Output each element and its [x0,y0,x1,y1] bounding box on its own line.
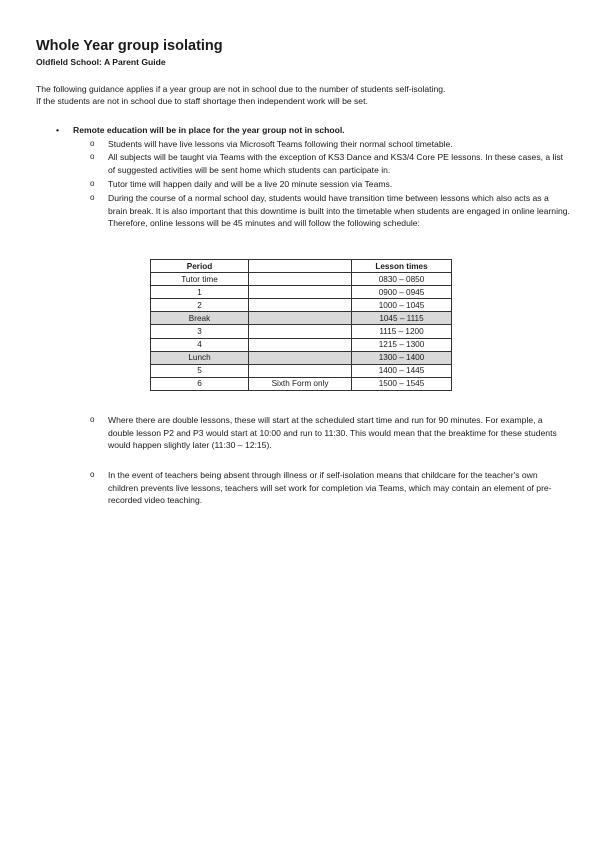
time-cell: 1500 – 1545 [352,377,452,390]
table-row [151,325,452,338]
table-row-break [151,312,452,325]
period-cell: 2 [151,299,249,312]
time-cell: 1400 – 1445 [352,364,452,377]
time-cell: 1045 – 1115 [352,312,452,325]
note-cell [249,312,352,325]
table-row-lunch [151,351,452,364]
table-row [151,377,452,390]
note-cell [249,338,352,351]
period-cell: Break [151,312,249,325]
intro-line-1: The following guidance applies if a year group are not in school due to the number of students self-isolating. [36,84,446,94]
period-cell: 3 [151,325,249,338]
period-cell: Lunch [151,351,249,364]
time-cell: 1000 – 1045 [352,299,452,312]
time-cell: 1300 – 1400 [352,351,452,364]
table-row [151,273,452,286]
note-cell [249,364,352,377]
main-bullet-text: Remote education will be in place for the year group not in school. [73,125,345,135]
document-title: Whole Year group isolating [36,38,223,54]
header-lesson-times: Lesson times [352,260,452,273]
header-period: Period [151,260,249,273]
table-header-row [151,260,452,273]
intro-line-2: If the students are not in school due to staff shortage then independent work will be set. [36,96,368,106]
note-cell [249,286,352,299]
sub-item-text: Where there are double lessons, these will start at the scheduled start time and run for 90 minutes. For example, a double lesson P2 and P3 would start at 10:00 and run to 11:30. This would mean that the breaktime for these students would happen slightly later (11:30 – 12:15). [108,415,557,451]
sub-item-text: All subjects will be taught via Teams with the exception of KS3 Dance and KS3/4 Core PE lessons. In these cases, a list of suggested activities will be sent home which students can participate in. [108,152,564,175]
time-cell: 0900 – 0945 [352,286,452,299]
sub-item-marker: o [90,179,95,188]
note-cell [249,299,352,312]
period-cell: 1 [151,286,249,299]
sub-item-text: In the event of teachers being absent through illness or if self-isolation means that childcare for the teacher's own children prevents live lessons, teachers will set work for completion via Teams, which may contain an element of pre-recorded video teaching. [108,470,552,506]
sub-item-marker: o [90,152,95,161]
period-cell: 5 [151,364,249,377]
sub-item-text: Students will have live lessons via Microsoft Teams following their normal school timetable. [108,139,453,149]
time-cell: 1215 – 1300 [352,338,452,351]
intro-paragraph [36,83,576,107]
period-cell: Tutor time [151,273,249,286]
sub-item-marker: o [90,193,95,202]
period-cell: 4 [151,338,249,351]
sub-item-marker: o [90,470,95,479]
table-row [151,299,452,312]
document-subtitle: Oldfield School: A Parent Guide [36,57,166,67]
table-row [151,286,452,299]
note-cell: Sixth Form only [249,377,352,390]
table-row [151,364,452,377]
sub-item-marker: o [90,139,95,148]
table-row [151,338,452,351]
sub-item-marker: o [90,415,95,424]
note-cell [249,325,352,338]
time-cell: 1115 – 1200 [352,325,452,338]
lesson-schedule-table [150,259,452,391]
period-cell: 6 [151,377,249,390]
bullet-marker: • [56,125,60,135]
header-note [249,260,352,273]
sub-item-text: During the course of a normal school day, students would have transition time between lessons which also acts as a brain break. It is also important that this downtime is built into the timetable when students are engaged in online learning. Therefore, online lessons will be 45 minutes and will follow the following schedule: [108,193,570,229]
time-cell: 0830 – 0850 [352,273,452,286]
sub-item-text: Tutor time will happen daily and will be a live 20 minute session via Teams. [108,179,393,189]
note-cell [249,273,352,286]
note-cell [249,351,352,364]
